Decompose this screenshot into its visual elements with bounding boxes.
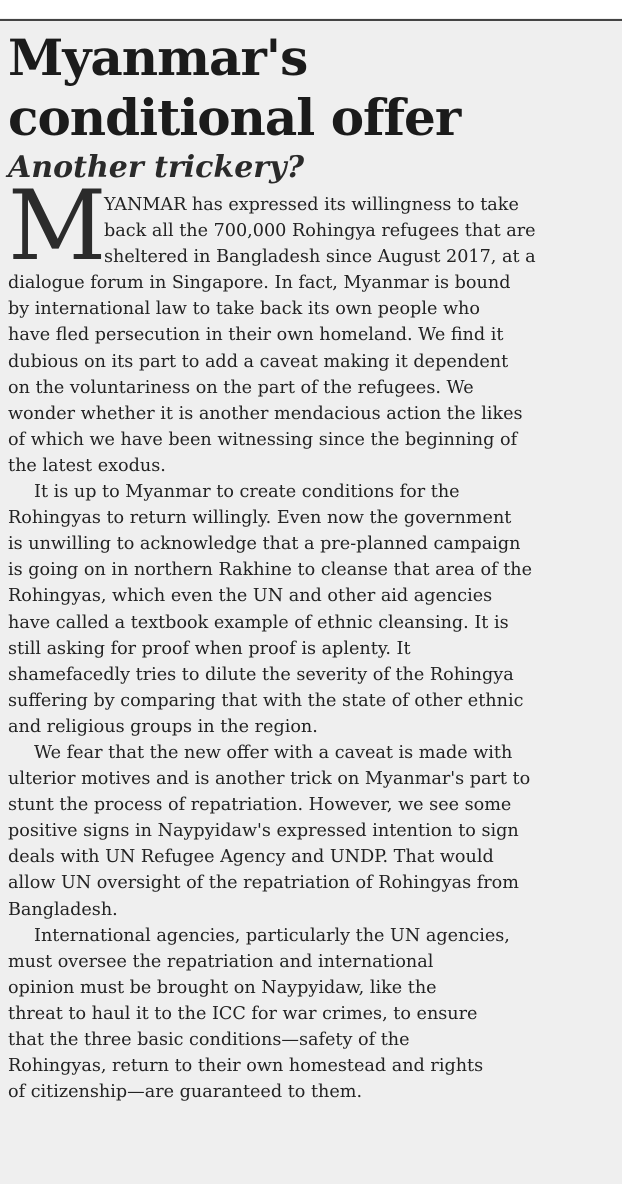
headline xyxy=(8,28,614,148)
paragraph-line: have called a textbook example of ethnic cleansing. It is xyxy=(8,612,509,633)
subheadline: Another trickery? xyxy=(8,150,305,185)
paragraph-line: the latest exodus. xyxy=(8,455,166,476)
paragraph-line: of citizenship—are guaranteed to them. xyxy=(8,1082,363,1103)
paragraph-line: must oversee the repatriation and international xyxy=(8,951,434,972)
paragraph-line: have fled persecution in their own homeland. We find it xyxy=(8,325,504,346)
paragraph-line: shamefacedly tries to dilute the severity of the Rohingya xyxy=(8,664,514,685)
paragraph-line: Rohingyas to return willingly. Even now the government xyxy=(8,508,512,529)
paragraph-1 xyxy=(8,170,614,479)
headline-line-1: Myanmar's xyxy=(8,28,308,87)
paragraph-line: wonder whether it is another mendacious action the likes xyxy=(8,403,523,424)
paragraph-line: International agencies, particularly the UN agencies, xyxy=(34,925,510,946)
paragraph-line: and religious groups in the region. xyxy=(8,716,318,737)
paragraph-line: allow UN oversight of the repatriation of Rohingyas from xyxy=(8,873,519,894)
paragraph-line: dubious on its part to add a caveat making it dependent xyxy=(8,351,509,372)
drop-cap: M xyxy=(8,170,107,282)
paragraph-line: stunt the process of repatriation. However, we see some xyxy=(8,795,512,816)
paragraph-line: Bangladesh. xyxy=(8,899,118,920)
paragraph-line: is going on in northern Rakhine to cleanse that area of the xyxy=(8,560,533,581)
paragraph-line: suffering by comparing that with the state of other ethnic xyxy=(8,690,524,711)
paragraph-4 xyxy=(8,923,614,1106)
paragraph-line: positive signs in Naypyidaw's expressed intention to sign xyxy=(8,821,519,842)
paragraph-line: opinion must be brought on Naypyidaw, like the xyxy=(8,977,437,998)
paragraph-line: ulterior motives and is another trick on Myanmar's part to xyxy=(8,769,531,790)
paragraph-line: on the voluntariness on the part of the refugees. We xyxy=(8,377,474,398)
paragraph-2 xyxy=(8,479,614,740)
right-margin xyxy=(622,0,638,1184)
headline-line-2: conditional offer xyxy=(8,88,461,147)
paragraph-line: of which we have been witnessing since the beginning of xyxy=(8,429,518,450)
editorial-article xyxy=(8,28,614,1105)
paragraph-line: deals with UN Refugee Agency and UNDP. That would xyxy=(8,847,494,868)
paragraph-line: Rohingyas, return to their own homestead and rights xyxy=(8,1056,484,1077)
paragraph-line: is unwilling to acknowledge that a pre-planned campaign xyxy=(8,534,521,555)
paragraph-line: sheltered in Bangladesh since August 2017, at a xyxy=(104,247,536,268)
paragraph-line: It is up to Myanmar to create conditions for the xyxy=(34,482,460,503)
paragraph-line: Rohingyas, which even the UN and other aid agencies xyxy=(8,586,493,607)
top-margin xyxy=(0,0,638,18)
paragraph-line: threat to haul it to the ICC for war crimes, to ensure xyxy=(8,1003,478,1024)
top-divider xyxy=(0,19,626,21)
paragraph-line: YANMAR has expressed its willingness to take xyxy=(104,195,519,215)
paragraph-3 xyxy=(8,740,614,923)
paragraph-line: We fear that the new offer with a caveat is made with xyxy=(34,742,513,763)
paragraph-line: dialogue forum in Singapore. In fact, Myanmar is bound xyxy=(8,273,511,294)
paragraph-line: by international law to take back its own people who xyxy=(8,299,480,320)
paragraph-line: back all the 700,000 Rohingya refugees that are xyxy=(104,221,536,242)
paragraph-line: that the three basic conditions—safety of the xyxy=(8,1030,410,1050)
paragraph-line: still asking for proof when proof is aplenty. It xyxy=(8,638,411,659)
